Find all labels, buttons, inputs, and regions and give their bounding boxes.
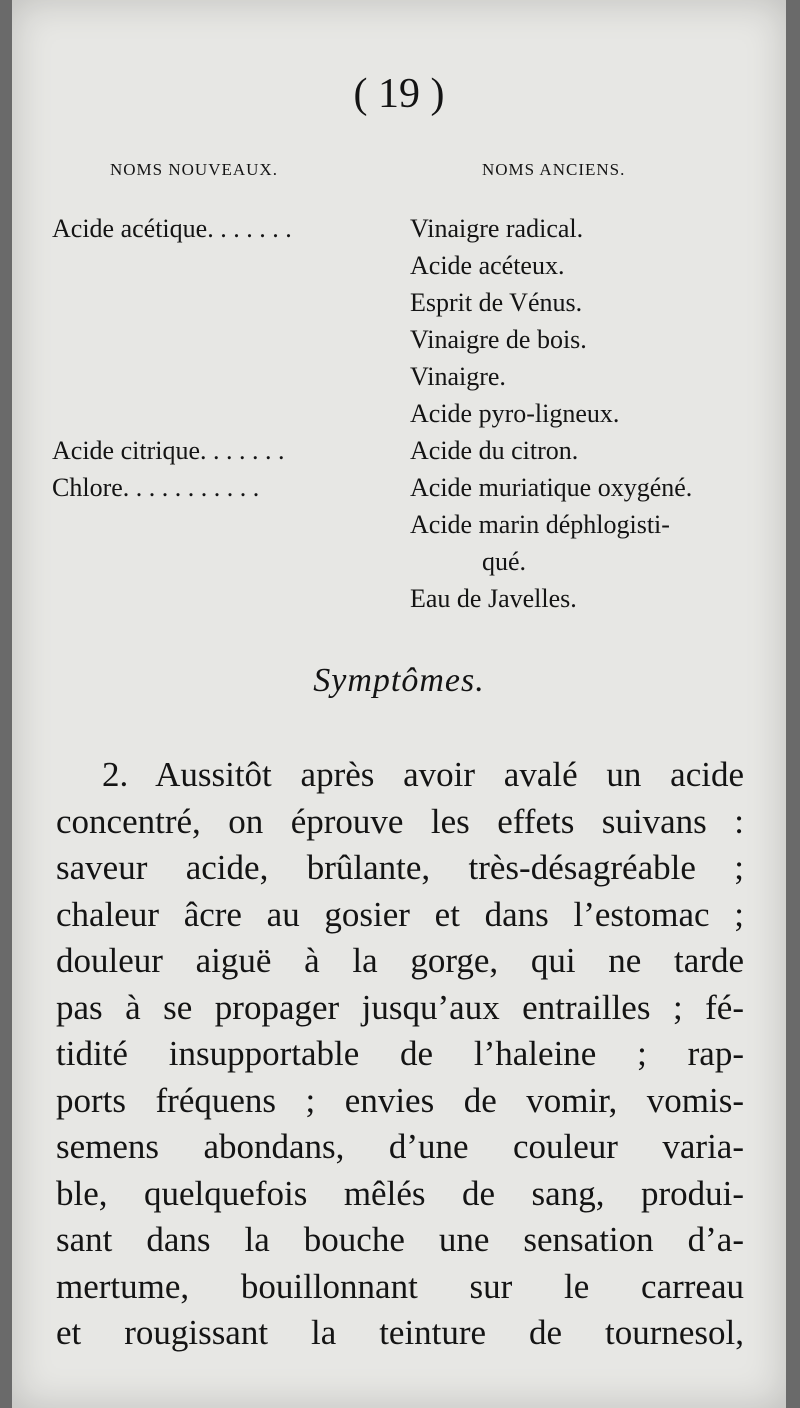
table-row bbox=[12, 284, 786, 321]
text-line: mertume, bouillonnant sur le carreau bbox=[56, 1266, 744, 1306]
table-row bbox=[12, 247, 786, 284]
book-page bbox=[12, 0, 786, 1408]
text-line: tidité insupportable de l’haleine ; rap- bbox=[56, 1034, 744, 1073]
header-old-names: NOMS ANCIENS. bbox=[482, 160, 626, 179]
text-line: ble, quelquefois mêlés de sang, produi- bbox=[56, 1173, 744, 1213]
table-row bbox=[12, 543, 786, 580]
old-name: Vinaigre. bbox=[410, 362, 506, 391]
text-line: sant dans la bouche une sensation d’a- bbox=[56, 1220, 744, 1259]
old-name: Acide pyro-ligneux. bbox=[410, 399, 620, 428]
text-line: pas à se propager jusqu’aux entrailles ; fé- bbox=[56, 987, 744, 1027]
body-paragraph bbox=[56, 752, 744, 1357]
old-name: Acide acéteux. bbox=[410, 251, 565, 280]
table-row bbox=[12, 210, 786, 247]
old-name-continuation: qué. bbox=[482, 547, 527, 576]
text-line: et rougissant la teinture de tournesol, bbox=[56, 1313, 744, 1352]
table-row bbox=[12, 321, 786, 358]
table-row bbox=[12, 395, 786, 432]
header-new-names: NOMS NOUVEAUX. bbox=[110, 160, 278, 179]
text-line: semens abondans, d’une couleur varia- bbox=[56, 1127, 744, 1166]
nomenclature-table bbox=[12, 210, 786, 617]
section-title: Symptômes. bbox=[313, 662, 485, 699]
old-name: Acide muriatique oxygéné. bbox=[410, 473, 693, 502]
page-number: ( 19 ) bbox=[353, 71, 445, 117]
old-name: Eau de Javelles. bbox=[410, 584, 577, 613]
old-name: Esprit de Vénus. bbox=[410, 288, 583, 317]
old-name: Acide du citron. bbox=[410, 436, 579, 465]
new-name: Acide citrique. . . . . . . bbox=[52, 436, 285, 465]
table-row bbox=[12, 469, 786, 506]
text-line: ports fréquens ; envies de vomir, vomis- bbox=[56, 1080, 744, 1120]
text-line: 2. Aussitôt après avoir avalé un acide bbox=[102, 755, 744, 794]
old-name: Acide marin déphlogisti- bbox=[410, 510, 670, 539]
old-name: Vinaigre radical. bbox=[410, 214, 584, 243]
text-line: chaleur âcre au gosier et dans l’estomac ; bbox=[56, 894, 744, 934]
table-row bbox=[12, 580, 786, 617]
table-row bbox=[12, 432, 786, 469]
new-name: Chlore. . . . . . . . . . . bbox=[52, 473, 260, 502]
table-row bbox=[12, 358, 786, 395]
text-line: concentré, on éprouve les effets suivans : bbox=[56, 801, 744, 841]
table-row bbox=[12, 506, 786, 543]
text-line: saveur acide, brûlante, très-désagréable ; bbox=[56, 848, 744, 887]
new-name: Acide acétique. . . . . . . bbox=[52, 214, 292, 243]
text-line: douleur aiguë à la gorge, qui ne tarde bbox=[56, 941, 744, 980]
old-name: Vinaigre de bois. bbox=[410, 325, 587, 354]
